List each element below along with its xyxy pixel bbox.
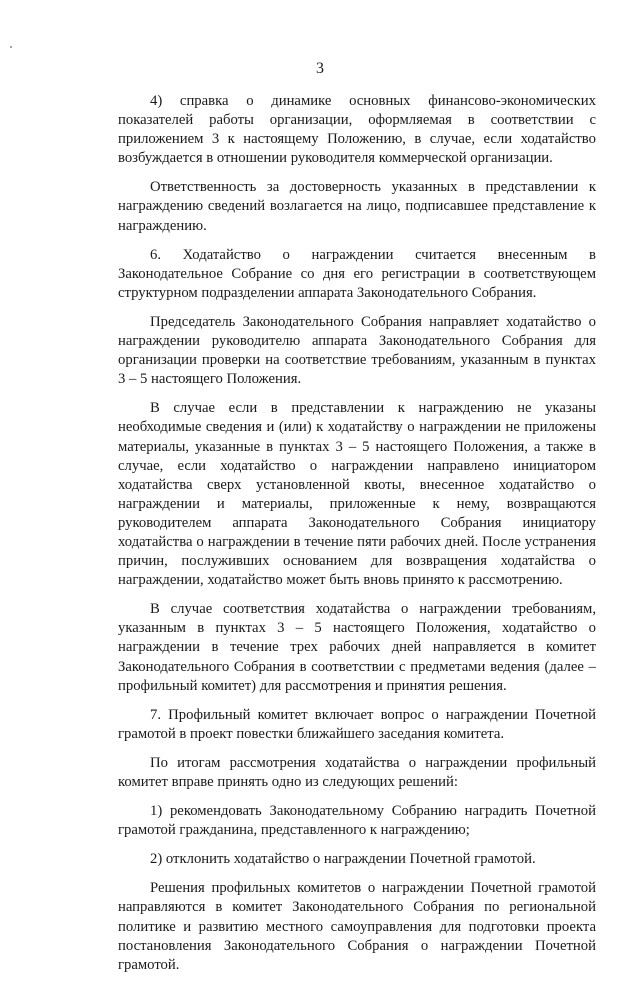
paragraph-return-conditions: В случае если в представлении к награждению не указаны необходимые сведения и (или) к ходатайству о награждении не приложены материалы, указанные в пунктах 3 – 5 настоящего Положения, а также в случае, если ходатайство о награждении направлено инициатором ходатайства сверх установленной квоты, внесенное ходатайство о награждении и материалы, приложенные к нему, возвращаются руководителем аппарата Законодательного Собрания инициатору ходатайства о награждении в течение пяти рабочих дней. После устранения причин, послуживших основанием для возвращения ходатайства о награждении, ходатайство может быть вновь принято к рассмотрению. [118,400,596,589]
paragraph-responsibility: Ответственность за достоверность указанных в представлении к награждению сведений возлагается на лицо, подписавшее представление к награждению. [118,179,596,234]
paragraph-committee-referral: В случае соответствия ходатайства о награждении требованиям, указанным в пунктах 3 – 5 настоящего Положения, ходатайство о награждении в течение трех рабочих дней направляется в комитет Законодательного Собрания в соответствии с предметами ведения (далее – профильный комитет) для рассмотрения и принятия решения. [118,601,596,694]
paragraph-clause-7: 7. Профильный комитет включает вопрос о награждении Почетной грамотой в проект повестки ближайшего заседания комитета. [118,706,596,742]
paragraph-decision-1: 1) рекомендовать Законодательному Собранию наградить Почетной грамотой гражданина, представленного к награждению; [118,803,596,839]
paragraph-financial-report: 4) справка о динамике основных финансово-экономических показателей работы организации, оформляемая в соответствии с приложением 3 к настоящему Положению, в случае, если ходатайство возбуждается в отношении руководителя коммерческой организации. [118,93,596,167]
paragraph-decision-2: 2) отклонить ходатайство о награждении Почетной грамотой. [150,851,536,868]
document-body [118,92,596,985]
paragraph-clause-6: 6. Ходатайство о награждении считается внесенным в Законодательное Собрание со дня его регистрации в соответствующем структурном подразделении аппарата Законодательного Собрания. [118,246,596,301]
paragraph-decisions-forwarding: Решения профильных комитетов о награждении Почетной грамотой направляются в комитет Законодательного Собрания по региональной политике и развитию местного самоуправления для подготовки проекта постановления Законодательного Собрания о награждении Почетной грамотой. [118,880,596,973]
scan-speck [10,46,12,48]
page-number: 3 [316,60,324,77]
paragraph-committee-decisions: По итогам рассмотрения ходатайства о награждении профильный комитет вправе принять одно из следующих решений: [118,754,596,790]
paragraph-chairman-direction: Председатель Законодательного Собрания направляет ходатайство о награждении руководителю аппарата Законодательного Собрания для организации проверки на соответствие требованиям, указанным в пунктах 3 – 5 настоящего Положения. [118,313,596,388]
